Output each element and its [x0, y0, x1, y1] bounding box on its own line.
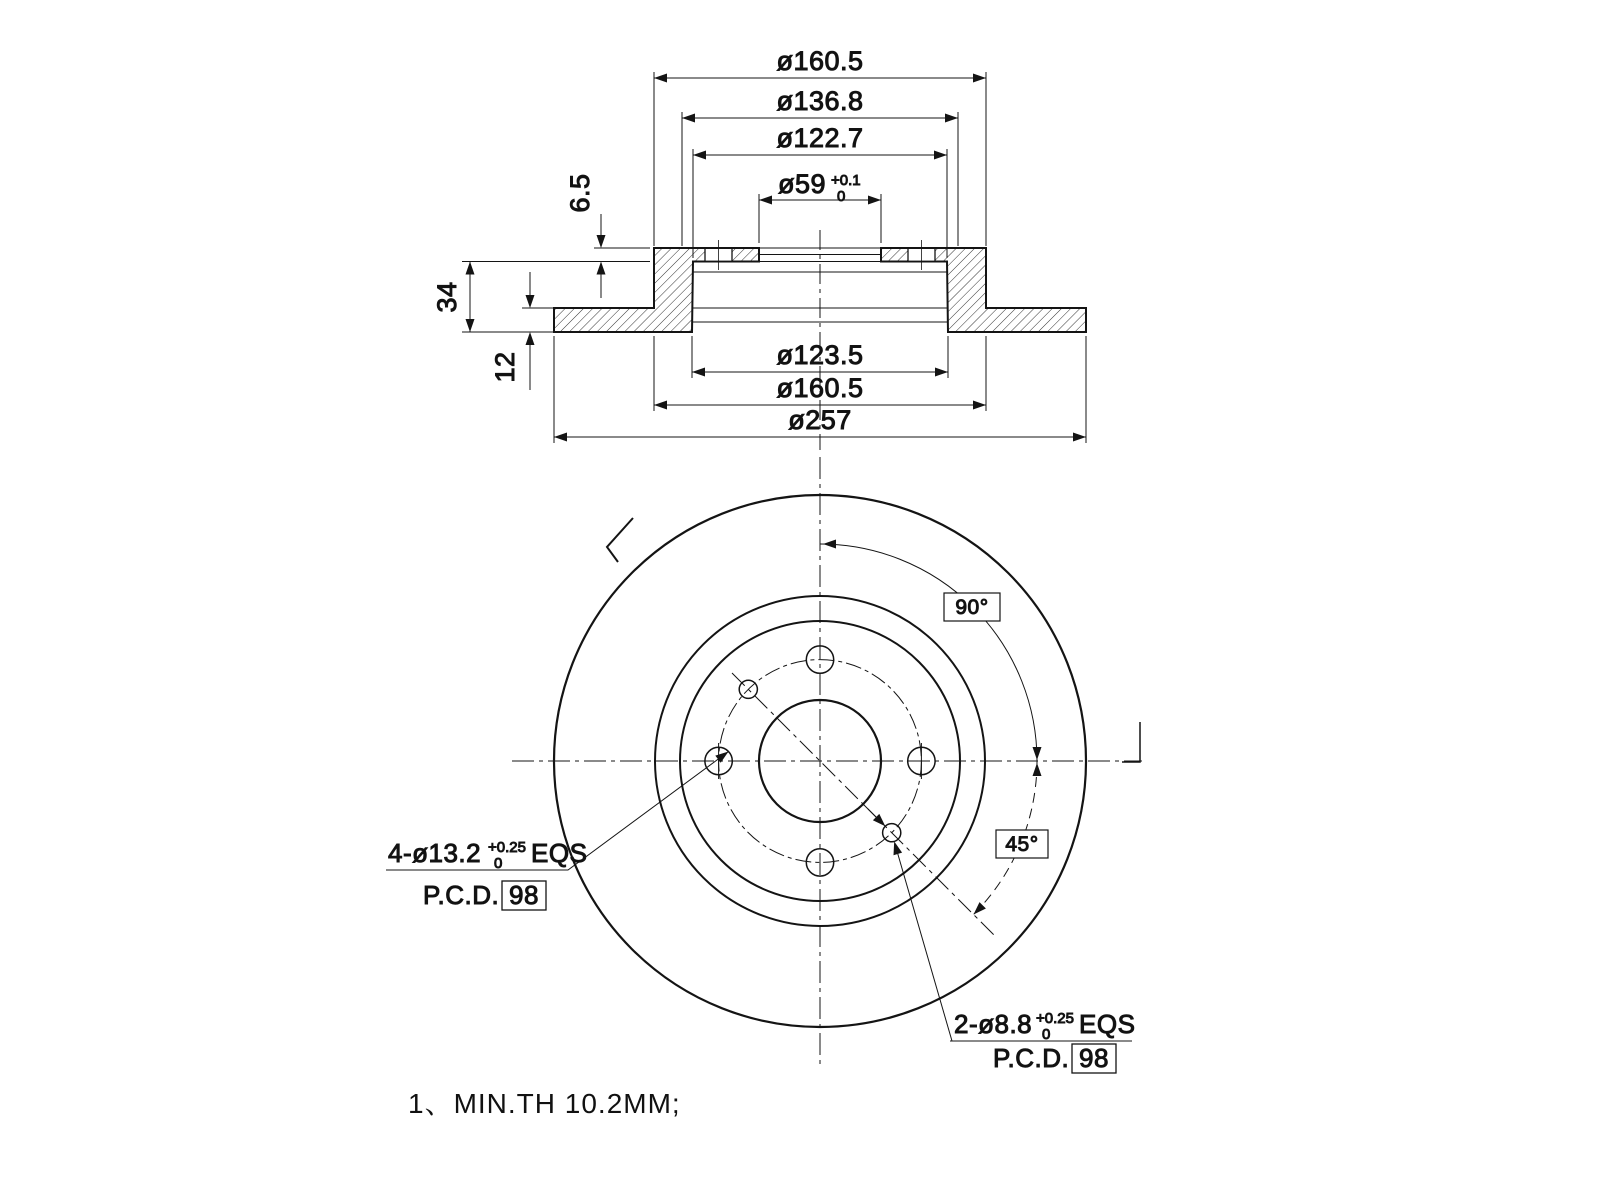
- small-holes-pcd-value: 98: [1079, 1043, 1109, 1073]
- bolt-holes-label: 4-ø13.2: [388, 838, 482, 868]
- dim-hat-height: 34: [432, 281, 462, 313]
- dim-disc-thickness: 12: [490, 351, 520, 383]
- small-holes-label: 2-ø8.8: [954, 1009, 1033, 1039]
- section-cut-solid: [554, 240, 1086, 332]
- bolt-holes-pcd-value: 98: [509, 880, 539, 910]
- break-mark-upper-left: [607, 518, 633, 562]
- dim-bore: ø59: [777, 169, 826, 199]
- bolt-holes-pcd-prefix: P.C.D.: [423, 880, 500, 910]
- bolt-holes-tol-zero: 0: [494, 855, 503, 872]
- small-holes-tol-plus: +0.25: [1036, 1010, 1074, 1027]
- dim-flange-outer-top: ø160.5: [776, 46, 864, 76]
- angle-90-label: 90°: [955, 596, 989, 619]
- bolt-holes-tol-plus: +0.25: [488, 839, 526, 856]
- small-holes-pcd-prefix: P.C.D.: [993, 1043, 1070, 1073]
- extension-lines: [462, 72, 1086, 443]
- break-mark-right: [1122, 722, 1140, 762]
- dim-hat-outer-bottom: ø160.5: [776, 373, 864, 403]
- arc-90: [820, 544, 1037, 761]
- cross-section-view: [432, 46, 1086, 450]
- dim-flange-thickness: 6.5: [565, 173, 595, 213]
- dim-outer-diameter: ø257: [788, 405, 852, 435]
- angle-45-label: 45°: [1005, 833, 1039, 856]
- bolt-holes-suffix: EQS: [531, 838, 588, 868]
- dim-bore-tol-zero: 0: [837, 188, 846, 205]
- notes: [408, 1088, 681, 1119]
- centerlines: [512, 457, 1142, 1066]
- note-min-thickness: 1、MIN.TH 10.2MM;: [408, 1088, 681, 1119]
- dim-bore-tol-plus: +0.1: [831, 172, 861, 189]
- dim-step: ø136.8: [776, 86, 864, 116]
- small-holes-tol-zero: 0: [1042, 1026, 1051, 1043]
- small-holes-suffix: EQS: [1079, 1009, 1136, 1039]
- dim-hat-inner-bottom: ø123.5: [776, 340, 864, 370]
- front-view: [386, 457, 1142, 1073]
- dim-inner-step: ø122.7: [776, 123, 864, 153]
